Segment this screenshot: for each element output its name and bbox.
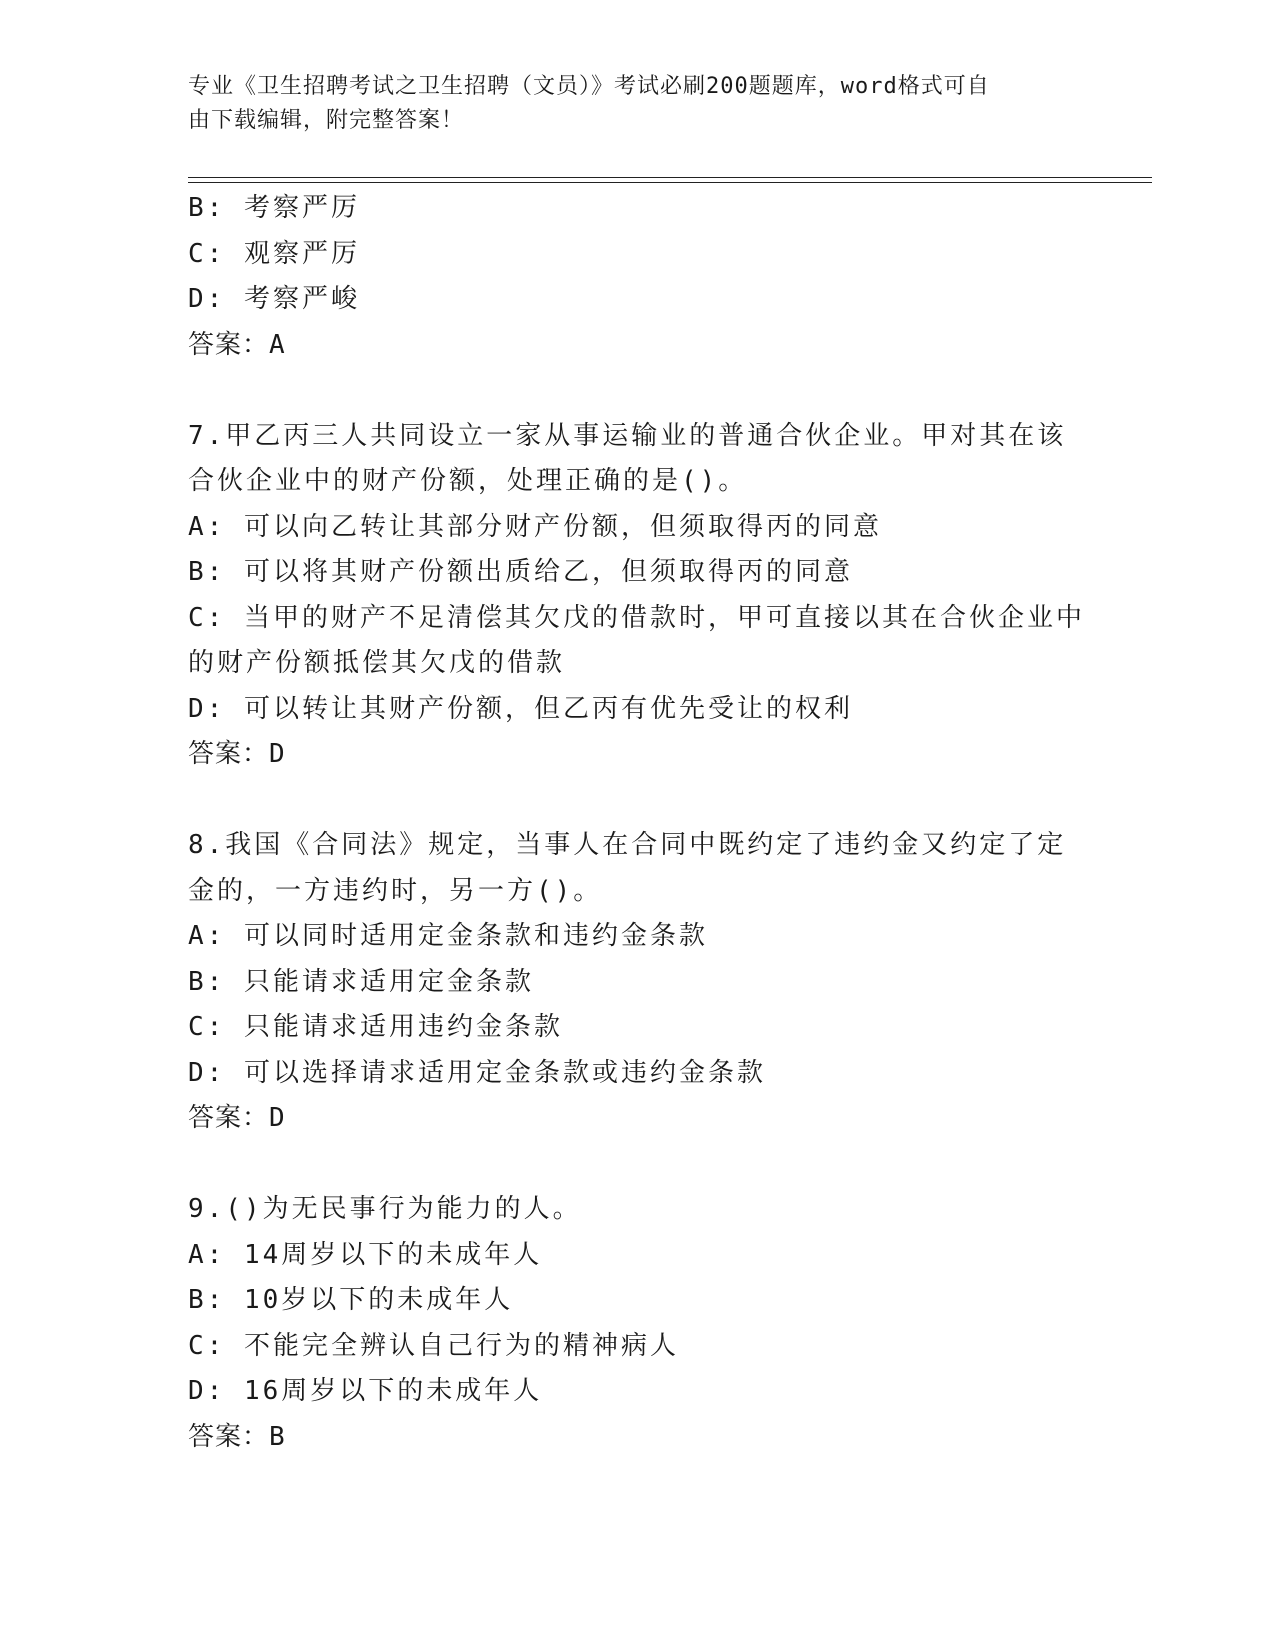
option-b: B: 考察严厉 [188,193,360,223]
option-a: A: 可以同时适用定金条款和违约金条款 [188,921,708,951]
option-d: D: 可以选择请求适用定金条款或违约金条款 [188,1057,766,1088]
spacer [188,1142,1088,1188]
answer-line: 答案：B [188,1421,286,1452]
option-d: D: 16周岁以下的未成年人 [188,1376,543,1406]
option-c: C: 观察严厉 [188,238,360,269]
header-line-2: 由下载编辑，附完整答案！ [188,108,465,133]
option-d: D: 可以转让其财产份额，但乙丙有优先受让的权利 [188,693,853,724]
question-stem-cont: 合伙企业中的财产份额，处理正确的是()。 [188,466,748,496]
option-c: C: 不能完全辨认自己行为的精神病人 [188,1330,679,1361]
option-c: C: 当甲的财产不足清偿其欠戊的借款时，甲可直接以其在合伙企业中 [188,602,1085,633]
header-divider-bottom [188,182,1152,183]
header-divider-top [188,177,1152,178]
option-c: C: 只能请求适用违约金条款 [188,1012,563,1042]
question-7 [188,414,1088,778]
option-d: D: 考察严峻 [188,284,360,314]
spacer [188,778,1088,824]
header-line-1: 专业《卫生招聘考试之卫生招聘（文员）》考试必刷200题题库，word格式可自 [188,74,990,99]
option-b: B: 只能请求适用定金条款 [188,966,534,997]
question-stem: 9.()为无民事行为能力的人。 [188,1194,582,1224]
question-stem: 7.甲乙丙三人共同设立一家从事运输业的普通合伙企业。甲对其在该 [188,420,1067,451]
question-stem: 8.我国《合同法》规定，当事人在合同中既约定了违约金又约定了定 [188,830,1067,860]
question-stem-cont: 金的，一方违约时，另一方()。 [188,875,603,906]
question-6-tail [188,186,1088,368]
question-9 [188,1187,1088,1460]
option-a: A: 可以向乙转让其部分财产份额，但须取得丙的同意 [188,511,882,542]
option-a: A: 14周岁以下的未成年人 [188,1239,543,1270]
question-8 [188,823,1088,1142]
answer-line: 答案：D [188,1103,286,1133]
spacer [188,368,1088,414]
answer-line: 答案：D [188,739,286,769]
option-b: B: 10岁以下的未成年人 [188,1285,514,1315]
answer-line: 答案：A [188,329,286,360]
document-header [188,70,1068,138]
option-b: B: 可以将其财产份额出质给乙，但须取得丙的同意 [188,557,853,587]
option-c-cont: 的财产份额抵偿其欠戊的借款 [188,648,566,678]
question-list [188,186,1088,1460]
